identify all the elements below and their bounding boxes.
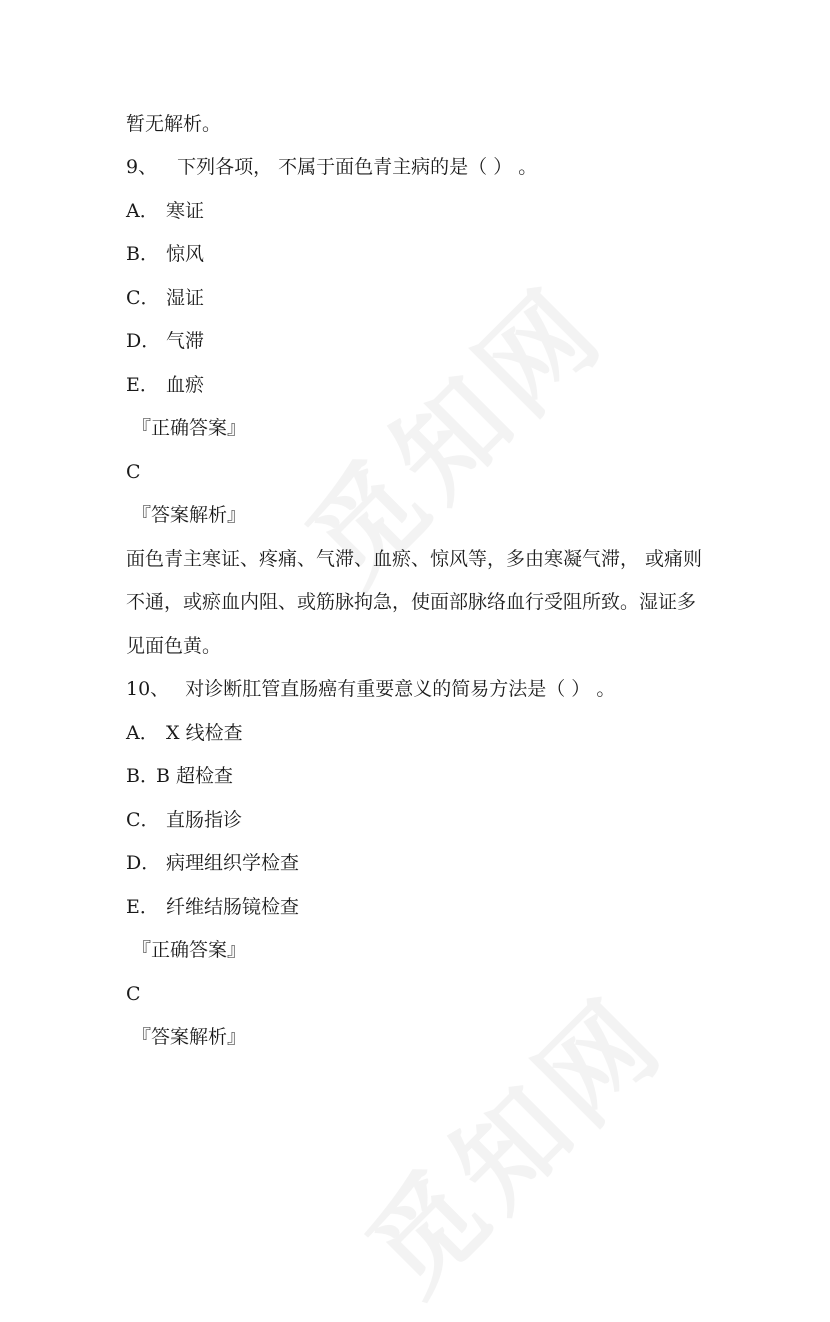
option-letter: E． (126, 374, 159, 396)
option-text: 血瘀 (166, 374, 205, 396)
answer-analysis-label: 『答案解析』 (132, 1026, 247, 1048)
question-text: 下列各项， 不属于面色青主病的是（ ） 。 (177, 156, 538, 178)
option-e (126, 895, 299, 919)
option-letter: B． (126, 243, 159, 265)
analysis-text-line: 不通，或瘀血内阻、或筋脉拘急，使面部脉络血行受阻所致。湿证多 (126, 591, 697, 613)
option-text: 直肠指诊 (166, 809, 243, 831)
option-letter: C． (126, 287, 160, 309)
question-number: 10、 (126, 678, 170, 700)
option-a (126, 721, 243, 745)
option-text: 气滞 (166, 330, 205, 352)
option-letter: D． (126, 330, 161, 352)
option-c (126, 808, 242, 832)
question-text: 对诊断肛管直肠癌有重要意义的简易方法是（ ） 。 (185, 678, 616, 700)
option-text: X 线检查 (166, 722, 243, 744)
question-10-stem (126, 677, 615, 701)
question-9-stem (126, 155, 537, 179)
correct-answer: C (126, 983, 141, 1005)
option-letter: B． (126, 765, 159, 787)
watermark (327, 956, 693, 1322)
option-letter: E． (126, 896, 159, 918)
option-letter: A． (126, 722, 159, 744)
option-letter: C． (126, 809, 160, 831)
question-number: 9、 (126, 156, 158, 178)
option-b (126, 764, 233, 788)
option-text: 湿证 (166, 287, 205, 309)
option-b (126, 242, 204, 266)
option-letter: D． (126, 852, 161, 874)
correct-answer: C (126, 461, 141, 483)
previous-analysis-text: 暂无解析。 (126, 113, 222, 135)
option-a (126, 199, 204, 223)
option-c (126, 286, 204, 310)
correct-answer-label: 『正确答案』 (132, 939, 247, 961)
option-text: 惊风 (166, 243, 205, 265)
option-d (126, 329, 204, 353)
analysis-text-line: 见面色黄。 (126, 635, 222, 657)
option-d (126, 851, 299, 875)
option-letter: A． (126, 200, 159, 222)
option-text: 纤维结肠镜检查 (166, 896, 300, 918)
answer-analysis-label: 『答案解析』 (132, 504, 247, 526)
analysis-text-line: 面色青主寒证、疼痛、气滞、血瘀、惊风等，多由寒凝气滞， 或痛则 (126, 548, 703, 570)
option-text: 病理组织学检查 (166, 852, 300, 874)
option-text: 寒证 (166, 200, 205, 222)
correct-answer-label: 『正确答案』 (132, 417, 247, 439)
option-e (126, 373, 204, 397)
option-text: B 超检查 (156, 765, 234, 787)
